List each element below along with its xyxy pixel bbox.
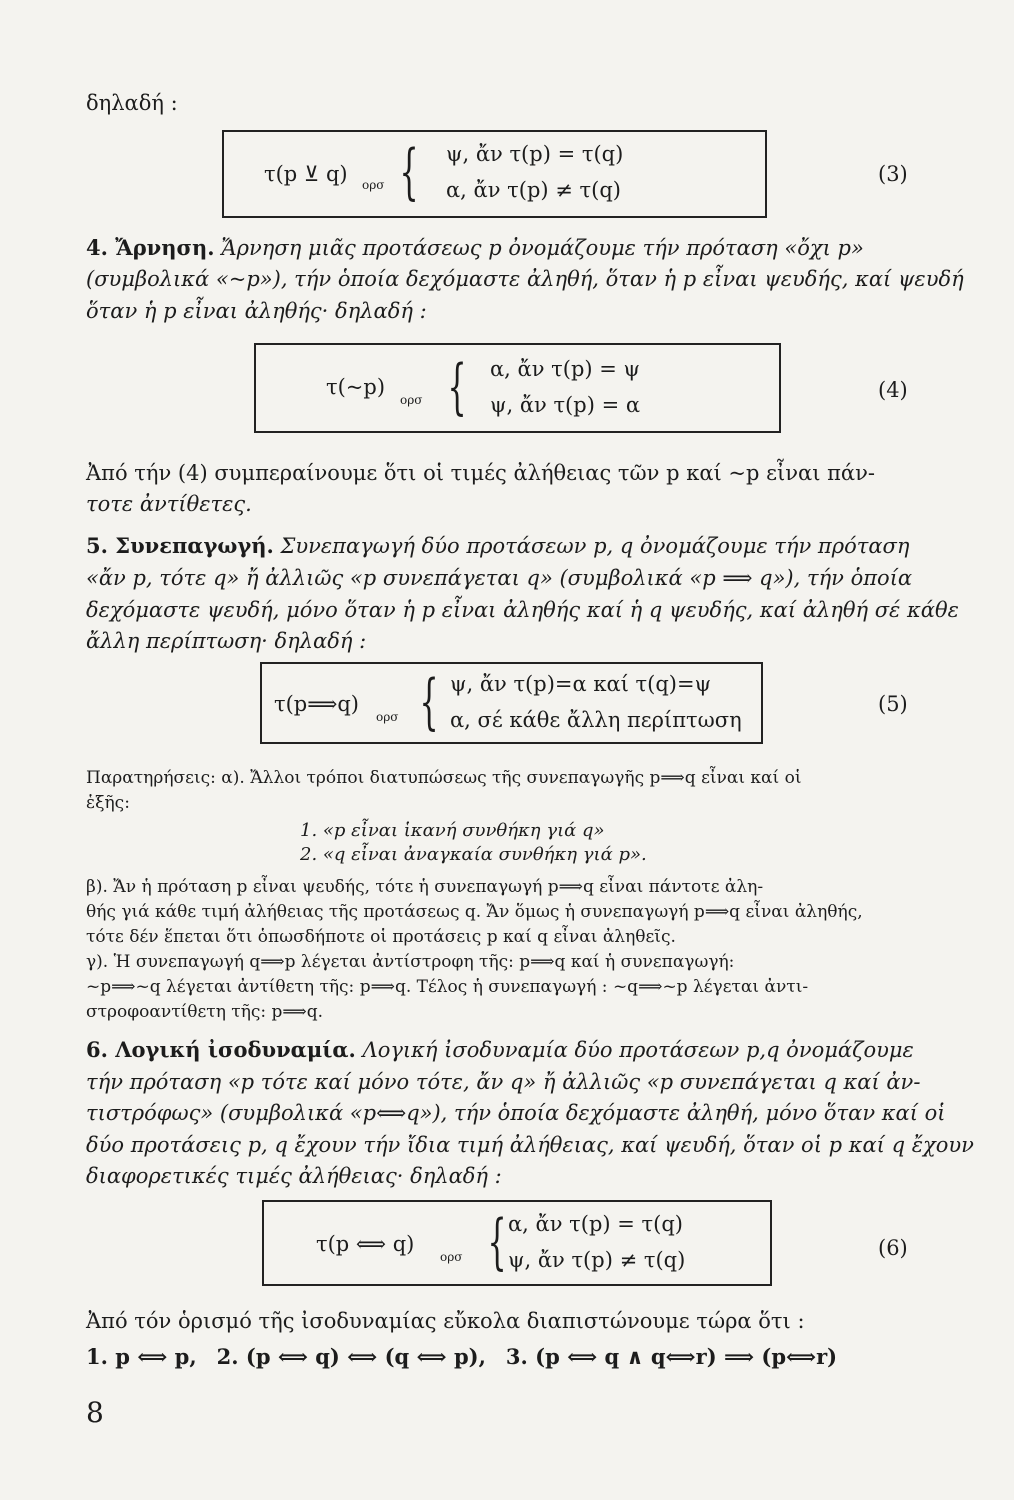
eq5-number: (5) [878,692,908,716]
note-b-line-1: β). Ἄν ἡ πρόταση p εἶναι ψευδής, τότε ἡ συνεπαγωγή p⟹q εἶναι πάντοτε ἀλη- [86,877,764,897]
sec4-heading: 4. Ἄρνηση. [86,235,215,260]
sec5-line-2: «ἄν p, τότε q» ἤ ἀλλιῶς «p συνεπάγεται q» (συμβολικά «p ⟹ q»), τήν ὁποία [86,566,913,590]
sec4-line-1-text: Ἄρνηση μιᾶς προτάσεως p ὀνομάζουμε τήν πρόταση «ὄχι p» [221,236,864,260]
equation-5-box [260,662,763,744]
eq3-brace: { [399,137,419,207]
eq6-lhs: τ(p ⟺ q) [316,1232,415,1256]
page-number: 8 [86,1396,104,1429]
sec6-line-3: τιστρόφως» (συμβολικά «p⟺q»), τήν ὁποία δεχόμαστε ἀληθή, μόνο ὅταν καί οἱ [86,1101,946,1125]
note-a-item-1: 1. «p εἶναι ἱκανή συνθήκη γιά q» [300,820,605,841]
intro-text: δηλαδή : [86,91,178,115]
after4-line-1: Ἀπό τήν (4) συμπεραίνουμε ὅτι οἱ τιμές ἀλήθειας τῶν p καί ~p εἶναι πάν- [86,461,875,485]
sec5-heading: 5. Συνεπαγωγή. [86,533,274,558]
equation-3-box [222,130,767,218]
eq3-lhs: τ(p ⊻ q) [264,162,348,186]
eq6-def-subscript: ορσ [440,1250,463,1264]
note-a-item-2: 2. «q εἶναι ἀναγκαία συνθήκη γιά p». [300,844,647,865]
note-b-line-2: θής γιά κάθε τιμή ἀλήθειας τῆς προτάσεως q. Ἄν ὅμως ἡ συνεπαγωγή p⟹q εἶναι ἀληθής, [86,902,863,922]
final-items [86,1344,956,1370]
equation-4-box [254,343,781,433]
eq5-case-2: α, σέ κάθε ἄλλη περίπτωση [450,708,742,732]
sec5-line-3: δεχόμαστε ψευδή, μόνο ὅταν ἡ p εἶναι ἀληθής καί ἡ q ψευδής, καί ἀληθή σέ κάθε [86,598,959,622]
sec5-line-1-text: Συνεπαγωγή δύο προτάσεων p, q ὀνομάζουμε τήν πρόταση [280,534,910,558]
sec4-line-3: ὅταν ἡ p εἶναι ἀληθής· δηλαδή : [86,299,427,323]
eq4-case-2: ψ, ἄν τ(p) = α [490,393,641,417]
eq5-case-1: ψ, ἄν τ(p)=α καί τ(q)=ψ [450,672,712,696]
final-item-2: 2. (p ⟺ q) ⟺ (q ⟺ p), [216,1344,486,1369]
note-c-line-1: γ). Ἡ συνεπαγωγή q⟹p λέγεται ἀντίστροφη τῆς: p⟹q καί ἡ συνεπαγωγή: [86,952,735,972]
eq3-number: (3) [878,162,908,186]
final-item-1: 1. p ⟺ p, [86,1344,197,1369]
equation-6-box [262,1200,772,1286]
sec5-line-1 [86,533,956,559]
eq4-lhs: τ(~p) [326,375,386,399]
eq4-number: (4) [878,378,908,402]
eq3-case-2: α, ἄν τ(p) ≠ τ(q) [446,178,621,202]
eq6-case-2: ψ, ἄν τ(p) ≠ τ(q) [508,1248,686,1272]
note-a-line-2: ἑξῆς: [86,793,130,813]
eq6-brace: { [487,1207,507,1277]
eq4-def-subscript: ορσ [400,393,423,407]
sec6-line-4: δύο προτάσεις p, q ἔχουν τήν ἴδια τιμή ἀλήθειας, καί ψευδή, ὅταν οἱ p καί q ἔχουν [86,1133,974,1157]
eq4-case-1: α, ἄν τ(p) = ψ [490,357,641,381]
eq6-case-1: α, ἄν τ(p) = τ(q) [508,1212,683,1236]
sec6-line-1 [86,1037,956,1063]
eq5-lhs: τ(p⟹q) [274,692,359,716]
eq5-def-subscript: ορσ [376,710,399,724]
note-b-line-3: τότε δέν ἕπεται ὅτι ὁπωσδήποτε οἱ προτάσεις p καί q εἶναι ἀληθεῖς. [86,927,676,947]
eq3-case-1: ψ, ἄν τ(p) = τ(q) [446,142,624,166]
note-c-line-3: στροφοαντίθετη τῆς: p⟹q. [86,1002,324,1022]
eq4-brace: { [447,352,467,422]
eq6-number: (6) [878,1236,908,1260]
sec6-line-1-text: Λογική ἰσοδυναμία δύο προτάσεων p,q ὀνομάζουμε [362,1038,914,1062]
eq3-def-subscript: ορσ [362,178,385,192]
sec6-heading: 6. Λογική ἰσοδυναμία. [86,1037,356,1062]
sec4-line-2: (συμβολικά «~p»), τήν ὁποία δεχόμαστε ἀληθή, ὅταν ἡ p εἶναι ψευδής, καί ψευδή [86,267,964,291]
sec5-line-4: ἄλλη περίπτωση· δηλαδή : [86,629,367,653]
sec6-line-5: διαφορετικές τιμές ἀλήθειας· δηλαδή : [86,1164,502,1188]
eq5-brace: { [419,667,439,737]
after4-line-2: τοτε ἀντίθετες. [86,492,252,516]
final-item-3: 3. (p ⟺ q ∧ q⟺r) ⟹ (p⟺r) [505,1344,838,1369]
sec6-line-2: τήν πρόταση «p τότε καί μόνο τότε, ἄν q» ἤ ἀλλιῶς «p συνεπάγεται q καί ἀν- [86,1070,921,1094]
note-a-line-1: Παρατηρήσεις: α). Ἄλλοι τρόποι διατυπώσεως τῆς συνεπαγωγῆς p⟹q εἶναι καί οἱ [86,768,802,788]
sec4-line-1 [86,235,956,261]
final-line-1: Ἀπό τόν ὁρισμό τῆς ἰσοδυναμίας εὔκολα διαπιστώνουμε τώρα ὅτι : [86,1309,805,1333]
note-c-line-2: ~p⟹~q λέγεται ἀντίθετη τῆς: p⟹q. Τέλος ἡ συνεπαγωγή : ~q⟹~p λέγεται ἀντι- [86,977,809,997]
